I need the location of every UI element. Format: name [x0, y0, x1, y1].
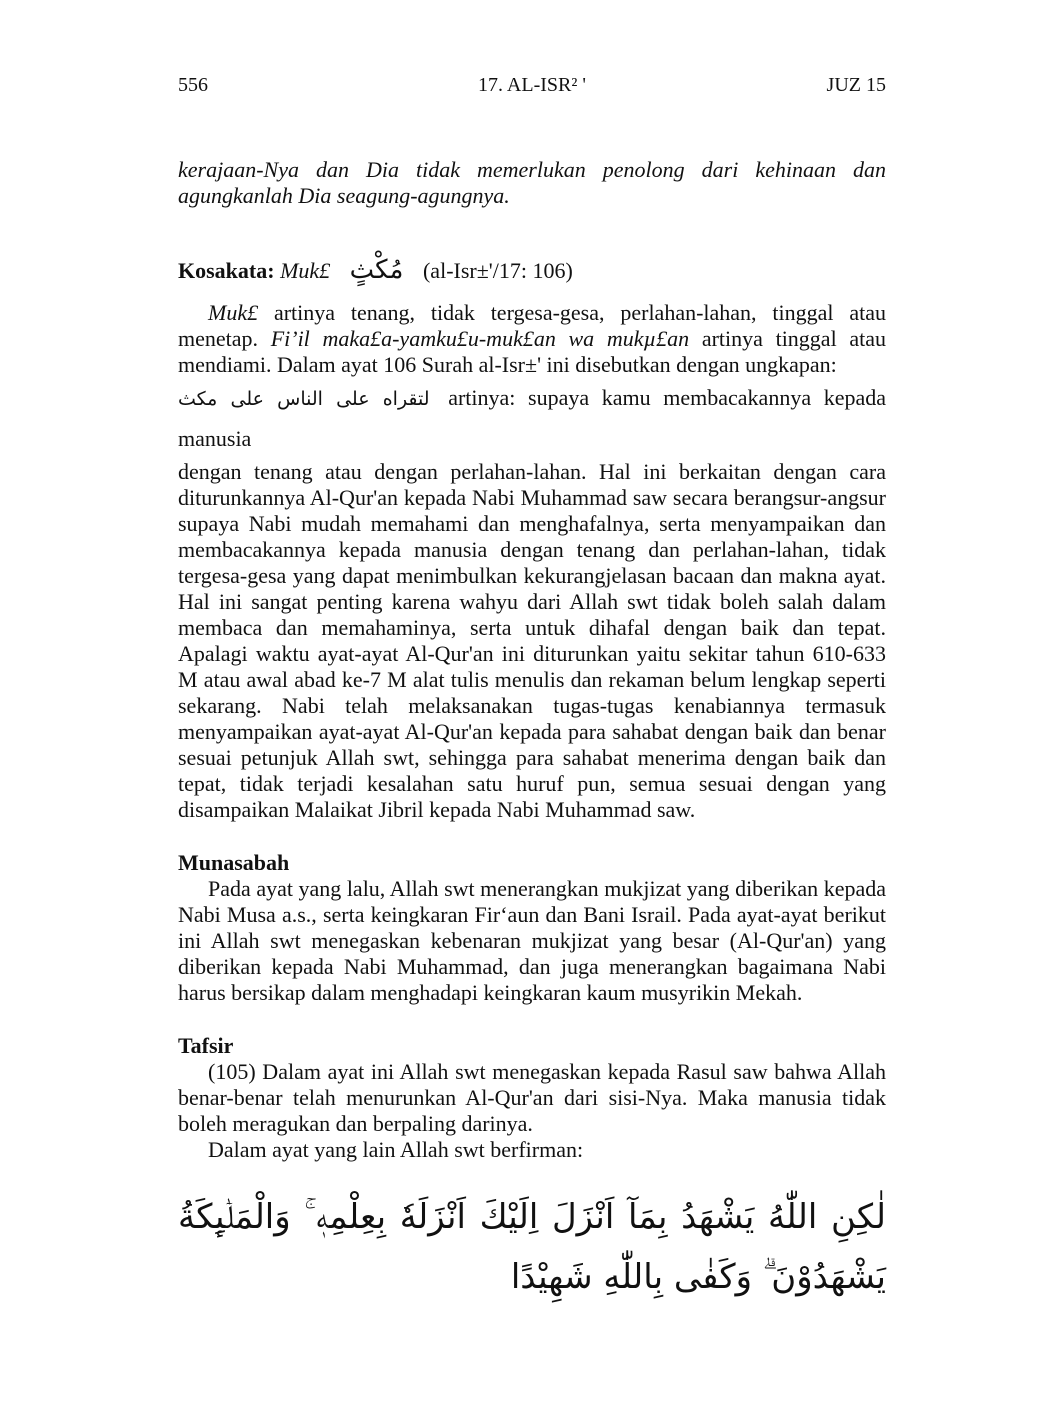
munasabah-paragraph: Pada ayat yang lalu, Allah swt menerangkan mukjizat yang diberikan kepada Nabi Musa a.s., serta keingkaran Fir‘aun dan Bani Israil. Pada ayat-ayat berikut ini Allah swt menegaskan kebenaran mukjizat yang besar (Al-Qur'an) yang diberikan kepada Nabi Muhammad, dan juga menerangkan bagaimana Nabi harus bersikap dalam menghadapi keingkaran kaum musyrikin Mekah.	[178, 876, 886, 1005]
arabic-expression-line	[178, 378, 886, 459]
chapter-title: 17. AL-ISR² '	[478, 74, 586, 96]
page-number: 556	[178, 74, 208, 96]
kosakata-label: Kosakata:	[178, 258, 275, 283]
kosakata-paragraph-term: Muk£	[208, 300, 259, 325]
inline-translation: artinya: supaya kamu membacakannya kepada manusia	[178, 385, 887, 451]
tafsir-heading: Tafsir	[178, 1033, 234, 1058]
tafsir-paragraph: (105) Dalam ayat ini Allah swt menegaskan kepada Rasul saw bahwa Allah benar-benar telah menurunkan Al-Qur'an dari sisi-Nya. Maka manusia tidak boleh meragukan dan berpaling darinya.	[178, 1059, 886, 1136]
fiil-conjugation: Fi’il maka£a-yamku£u-muk£an wa mukµ£an	[270, 326, 690, 351]
page-content	[178, 157, 886, 1307]
page-header	[178, 74, 886, 104]
kosakata-body: dengan tenang atau dengan perlahan-lahan. Hal ini berkaitan dengan cara diturunkannya Al-Qur'an kepada Nabi Muhammad saw secara berangsur-angsur supaya Nabi mudah memahami dan menghafalnya, serta menyampaikan dan membacakannya kepada manusia dengan tenang dan perlahan-lahan, tidak tergesa-gesa yang dapat menimbulkan kekurangjelasan bacaan dan makna ayat. Hal ini sangat penting karena wahyu dari Allah swt tidak boleh salah dalam membaca dan memahaminya, serta untuk dihafal dengan baik dan tepat. Apalagi waktu ayat-ayat Al-Qur'an ini diturunkan yaitu sekitar tahun 610-633 M atau awal abad ke-7 M alat tulis menulis dan rekaman belum lengkap seperti sekarang. Nabi telah melaksanakan tugas-tugas kenabiannya termasuk menyampaikan ayat-ayat Al-Qur'an kepada para sahabat dengan baik dan benar sesuai petunjuk Allah swt, sehingga para sahabat menerima dengan baik dan tepat, tidak terjadi kesalahan satu huruf pun, semua sesuai dengan yang disampaikan Malaikat Jibril kepada Nabi Muhammad saw.	[178, 459, 886, 822]
intro-paragraph: kerajaan-Nya dan Dia tidak memerlukan penolong dari kehinaan dan agungkanlah Dia seagung-agungnya.	[178, 157, 886, 208]
kosakata-term: Muk£	[280, 258, 331, 283]
kosakata-reference: (al-Isr±'/17: 106)	[422, 258, 573, 283]
kosakata-text-1: artinya tenang, tidak tergesa-gesa, perlahan-lahan, tinggal atau menetap.	[178, 300, 886, 351]
juz-label: JUZ 15	[826, 74, 886, 96]
kosakata-heading-line	[178, 253, 886, 288]
inline-arabic-phrase: لتقراه على الناس على مكث	[178, 388, 430, 410]
tafsir-verse-intro: Dalam ayat yang lain Allah swt berfirman:	[208, 1137, 584, 1162]
quran-verse: لٰكِنِ اللّٰهُ يَشْهَدُ بِمَآ اَنْزَلَ اِلَيْكَ اَنْزَلَهٗ بِعِلْمِهٖ ۚ وَالْمَلٰۤىِٕكَةُ يَشْهَدُوْنَ ۗ وَكَفٰى بِاللّٰهِ شَهِيْدًا	[178, 1197, 886, 1297]
kosakata-text-2: artinya tinggal atau mendiami. Dalam ayat 106 Surah al-Isr±' ini disebutkan dengan ungkapan:	[178, 326, 886, 377]
munasabah-heading: Munasabah	[178, 850, 290, 875]
kosakata-paragraph-intro	[178, 300, 886, 378]
kosakata-arabic-term: مُكْثٍ	[349, 255, 404, 285]
